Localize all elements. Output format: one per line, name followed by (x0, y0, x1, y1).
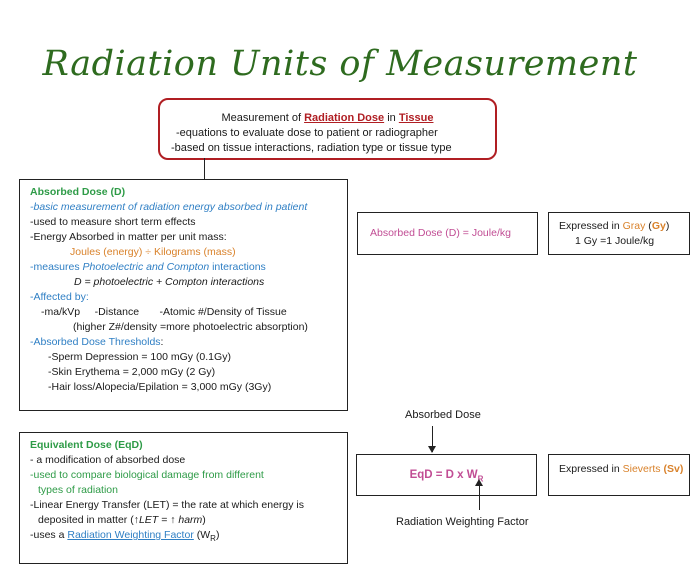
absorbed-line: -Affected by: (30, 291, 89, 303)
absorbed-line: -basic measurement of radiation energy absorbed in patient (30, 201, 308, 213)
main-box-line-2: -equations to evaluate dose to patient or radiographer (176, 127, 438, 139)
sievert-line: Expressed in Sieverts (Sv) (559, 463, 684, 475)
main-definition-box (158, 98, 497, 160)
absorbed-line: -measures Photoelectric and Compton interactions (30, 261, 266, 273)
absorbed-line: -Skin Erythema = 2,000 mGy (2 Gy) (48, 366, 216, 378)
absorbed-line: -Sperm Depression = 100 mGy (0.1Gy) (48, 351, 231, 363)
gray-line-1: Expressed in Gray (Gy) (559, 220, 670, 232)
absorbed-line: D = photoelectric + Compton interactions (74, 276, 265, 288)
equivalent-line: - a modification of absorbed dose (30, 454, 186, 466)
radiation-weighting-factor-label: Radiation Weighting Factor (396, 516, 529, 528)
absorbed-line: -Energy Absorbed in matter per unit mass: (30, 231, 227, 243)
gray-line-2: 1 Gy =1 Joule/kg (575, 235, 655, 247)
absorbed-dose-heading: Absorbed Dose (D) (30, 186, 126, 198)
absorbed-line: -Absorbed Dose Thresholds: (30, 336, 164, 348)
down-arrowhead-icon (428, 446, 436, 453)
main-box-line-1: Measurement of Radiation Dose in Tissue (221, 112, 434, 124)
absorbed-dose-box (19, 179, 348, 411)
equivalent-line: -used to compare biological damage from different (30, 469, 264, 481)
absorbed-line: -used to measure short term effects (30, 216, 196, 228)
absorbed-line: Joules (energy) ÷ Kilograms (mass) (70, 246, 236, 258)
connector-line (204, 158, 205, 179)
radiation-dose-term: Radiation Dose (304, 112, 385, 124)
absorbed-dose-formula: Absorbed Dose (D) = Joule/kg (370, 227, 511, 239)
up-arrow-icon (479, 484, 480, 510)
absorbed-dose-label: Absorbed Dose (405, 409, 481, 421)
absorbed-line: -ma/kVp -Distance -Atomic #/Density of Tissue (41, 306, 287, 318)
equivalent-line: -Linear Energy Transfer (LET) = the rate at which energy is (30, 499, 304, 511)
equivalent-dose-box (19, 432, 348, 564)
tissue-term: Tissue (398, 112, 434, 124)
absorbed-line: -Hair loss/Alopecia/Epilation = 3,000 mGy (3Gy) (48, 381, 272, 393)
absorbed-line: (higher Z#/density =more photoelectric absorption) (73, 321, 308, 333)
absorbed-dose-formula-box (357, 212, 538, 255)
equivalent-line: deposited in matter (↑LET = ↑ harm) (38, 514, 206, 526)
main-box-line-3: -based on tissue interactions, radiation type or tissue type (171, 142, 452, 154)
gray-unit-box (548, 212, 690, 255)
eqd-formula-box: EqD = D x $W_R$ (356, 454, 537, 496)
equivalent-dose-heading: Equivalent Dose (EqD) (30, 439, 143, 451)
equivalent-line: -uses a Radiation Weighting Factor $(W_R)$ (30, 529, 220, 544)
equivalent-line: types of radiation (38, 484, 118, 496)
page-title: Radiation Units of Measurement (42, 44, 638, 84)
sievert-unit-box (548, 454, 690, 496)
